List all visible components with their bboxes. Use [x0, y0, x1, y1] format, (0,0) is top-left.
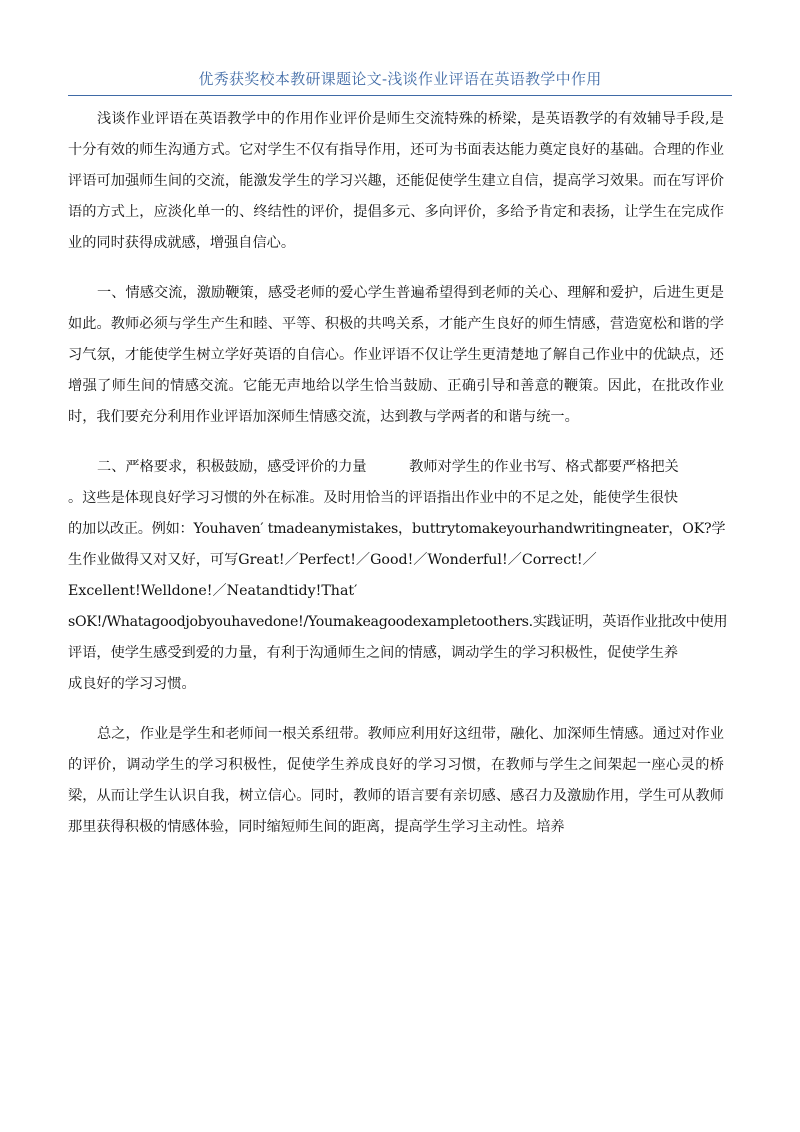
page-header [68, 66, 732, 96]
paragraph-gap [68, 700, 724, 719]
section-two-line-4: 生作业做得又对又好，可写Great!／Perfect!／Good!／Wonderful!／Correct!／ [68, 552, 597, 568]
document-body [68, 104, 728, 843]
section-two-line-5: Excellent!Welldone!／Neatandtidy!That′ [68, 583, 358, 599]
section-two-line-7: 评语，使学生感受到爱的力量，有利于沟通师生之间的情感，调动学生的学习积极性，促使学生养 [68, 645, 679, 661]
paragraph-section-one: 一、情感交流，激励鞭策，感受老师的爱心学生普遍希望得到老师的关心、理解和爱护，后进生更是如此。教师必须与学生产生和睦、平等、积极的共鸣关系，才能产生良好的师生情感，营造宽松和谐的学习气氛，才能使学生树立学好英语的自信心。作业评语不仅让学生更清楚地了解自己作业中的优缺点，还增强了师生间的情感交流。它能无声地给以学生恰当鼓励、正确引导和善意的鞭策。因此，在批改作业时，我们要充分利用作业评语加深师生情感交流，达到教与学两者的和谐与统一。 [68, 285, 724, 425]
section-two-line-6: sOK!/Whatagoodjobyouhavedone!/Youmakeagoodexampletoothers.实践证明，英语作业批改中使用 [68, 614, 728, 630]
section-two-line-2: 。这些是体现良好学习习惯的外在标准。及时用恰当的评语指出作业中的不足之处，能使学生很快 [68, 490, 679, 506]
paragraph-gap [68, 433, 724, 452]
paragraph-section-two [68, 452, 728, 700]
paragraph-intro: 浅谈作业评语在英语教学中的作用作业评价是师生交流特殊的桥梁，是英语教学的有效辅导手段,是十分有效的师生沟通方式。它对学生不仅有指导作用，还可为书面表达能力奠定良好的基础。合理的作业评语可加强师生间的交流，能激发学生的学习兴趣，还能促使学生建立自信，提高学习效果。而在写评价语的方式上，应淡化单一的、终结性的评价，提倡多元、多向评价，多给予肯定和表扬，让学生在完成作业的同时获得成就感，增强自信心。 [68, 111, 724, 251]
section-two-line-8: 成良好的学习习惯。 [68, 676, 196, 692]
header-title: 优秀获奖校本教研课题论文-浅谈作业评语在英语教学中作用 [198, 70, 602, 88]
section-two-line-3: 的加以改正。例如：Youhaven′ tmadeanymistakes，buttrytomakeyourhandwritingneater，OK?学 [68, 521, 726, 537]
paragraph-gap [68, 259, 724, 278]
section-two-line-1: 二、严格要求，积极鼓励，感受评价的力量 教师对学生的作业书写、格式都要严格把关 [97, 459, 679, 475]
paragraph-conclusion: 总之，作业是学生和老师间一根关系纽带。教师应利用好这纽带，融化、加深师生情感。通过对作业的评价，调动学生的学习积极性，促使学生养成良好的学习习惯，在教师与学生之间架起一座心灵的桥梁，从而让学生认识自我，树立信心。同时，教师的语言要有亲切感、感召力及激励作用，学生可从教师那里获得积极的情感体验，同时缩短师生间的距离，提高学生学习主动性。培养 [68, 726, 724, 835]
